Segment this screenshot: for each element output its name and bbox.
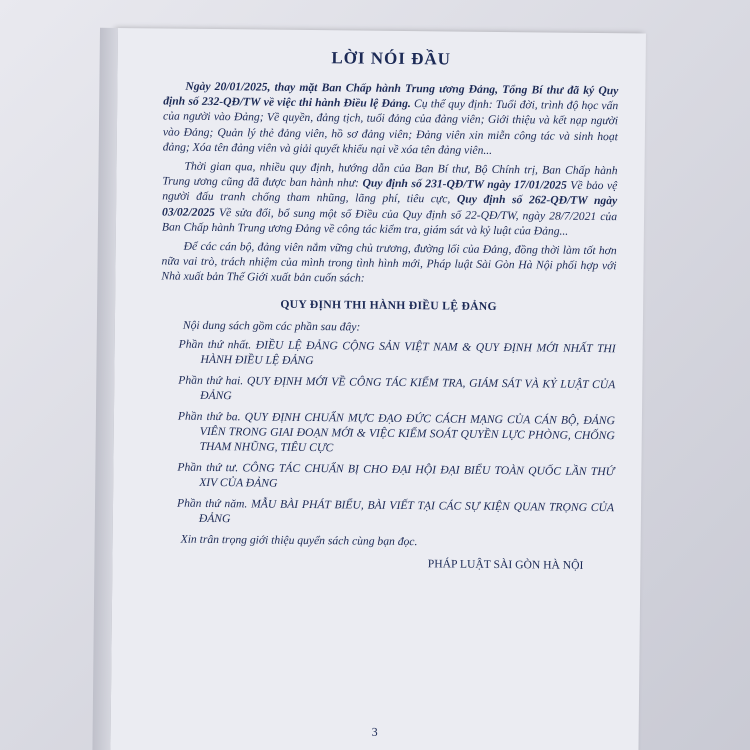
page-binding-edge <box>92 28 118 750</box>
part-title: MẪU BÀI PHÁT BIỂU, BÀI VIẾT TẠI CÁC SỰ KIỆN QUAN TRỌNG CỦA ĐẢNG <box>198 497 615 526</box>
p2-regulation-231: Quy định số 231-QĐ/TW ngày 17/01/2025 <box>362 176 567 192</box>
book-page <box>110 28 646 750</box>
page-content <box>158 46 618 572</box>
part-label: Phần thứ hai. <box>178 373 244 388</box>
part-label: Phần thứ ba. <box>177 409 241 424</box>
paragraph-2 <box>162 158 618 239</box>
paragraph-3: Để các cán bộ, đảng viên nắm vững chủ trương, đường lối của Đảng, đồng thời làm tốt hơn nữa vai trò, trách nhiệm của mình trong tình hình mới, Pháp luật Sài Gòn Hà Nội phối hợp với Nhà xuất bản Thế Giới xuất bản cuốn sách: <box>161 239 617 286</box>
part-item <box>160 408 615 458</box>
p2-regulation-262: Quy định số 262-QĐ/TW ngày 03/02/2025 <box>162 192 618 219</box>
p1-subject: về việc thi hành Điều lệ Đảng. <box>263 95 411 111</box>
part-title: QUY ĐỊNH MỚI VỀ CÔNG TÁC KIỂM TRA, GIÁM SÁT VÀ KỶ LUẬT CỦA ĐẢNG <box>200 374 616 403</box>
paragraph-1 <box>163 78 619 159</box>
p2-amendment: Về sửa đổi, bổ sung một số Điều của Quy định số 22-QĐ/TW, ngày 28/7/2021 của Ban Chấp hành Trung ương Đảng về công tác kiểm tra, giám sát và kỷ luật của Đảng... <box>161 205 618 238</box>
p1-regulation: Quy định số 232-QĐ/TW <box>163 84 619 109</box>
part-title: CÔNG TÁC CHUẨN BỊ CHO ĐẠI HỘI ĐẠI BIỂU TOÀN QUỐC LẦN THỨ XIV CỦA ĐẢNG <box>199 461 615 490</box>
part-title: ĐIỀU LỆ ĐẢNG CỘNG SẢN VIỆT NAM & QUY ĐỊNH MỚI NHẤT THI HÀNH ĐIỀU LỆ ĐẢNG <box>200 338 616 367</box>
p1-details: Cụ thể quy định: Tuổi đời, trình độ học vấn của người vào Đảng; Về quyền, đảng tịch, tuổi đảng của đảng viên; Giới thiệu và kết nạp người vào Đảng; Quản lý thẻ đảng viên, hồ sơ đảng viên; Đảng viên xin miễn công tác và sinh hoạt đảng; Xóa tên đảng viên và giải quyết khiếu nại về xóa tên đảng viên... <box>162 97 619 157</box>
parts-list <box>159 336 616 530</box>
p2-intro: Thời gian qua, nhiều quy định, hướng dẫn của Ban Bí thư, Bộ Chính trị, Ban Chấp hành Trung ương cũng đã được ban hành như: <box>162 159 618 190</box>
contents-intro: Nội dung sách gồm các phần sau đây: <box>182 318 361 334</box>
part-item <box>159 495 614 530</box>
signature: PHÁP LUẬT SÀI GÒN HÀ NỘI <box>427 557 584 572</box>
part-label: Phần thứ nhất. <box>178 337 252 352</box>
part-item <box>159 459 614 494</box>
part-label: Phần thứ tư. <box>177 460 239 475</box>
p2-protection: Về bảo vệ người đấu tranh chống tham nhũng, lãng phí, tiêu cực, <box>162 178 618 206</box>
part-item <box>160 336 615 371</box>
closing-line: Xin trân trọng giới thiệu quyển sách cùng bạn đọc. <box>180 532 418 549</box>
page-title: LỜI NÓI ĐẦU <box>331 48 452 69</box>
part-item <box>160 372 615 407</box>
part-title: QUY ĐỊNH CHUẨN MỰC ĐẠO ĐỨC CÁCH MẠNG CỦA CÁN BỘ, ĐẢNG VIÊN TRONG GIAI ĐOẠN MỚI & VIỆC KIỂM SOÁT QUYỀN LỰC PHÒNG, CHỐNG THAM NHŨNG, TIÊU CỰC <box>199 410 616 455</box>
page-number: 3 <box>371 724 378 739</box>
book-title: QUY ĐỊNH THI HÀNH ĐIỀU LỆ ĐẢNG <box>280 297 497 313</box>
part-label: Phần thứ năm. <box>176 496 248 511</box>
p1-intro: Ngày 20/01/2025, thay mặt Ban Chấp hành Trung ương Đảng, Tổng Bí thư đã ký <box>185 79 595 97</box>
